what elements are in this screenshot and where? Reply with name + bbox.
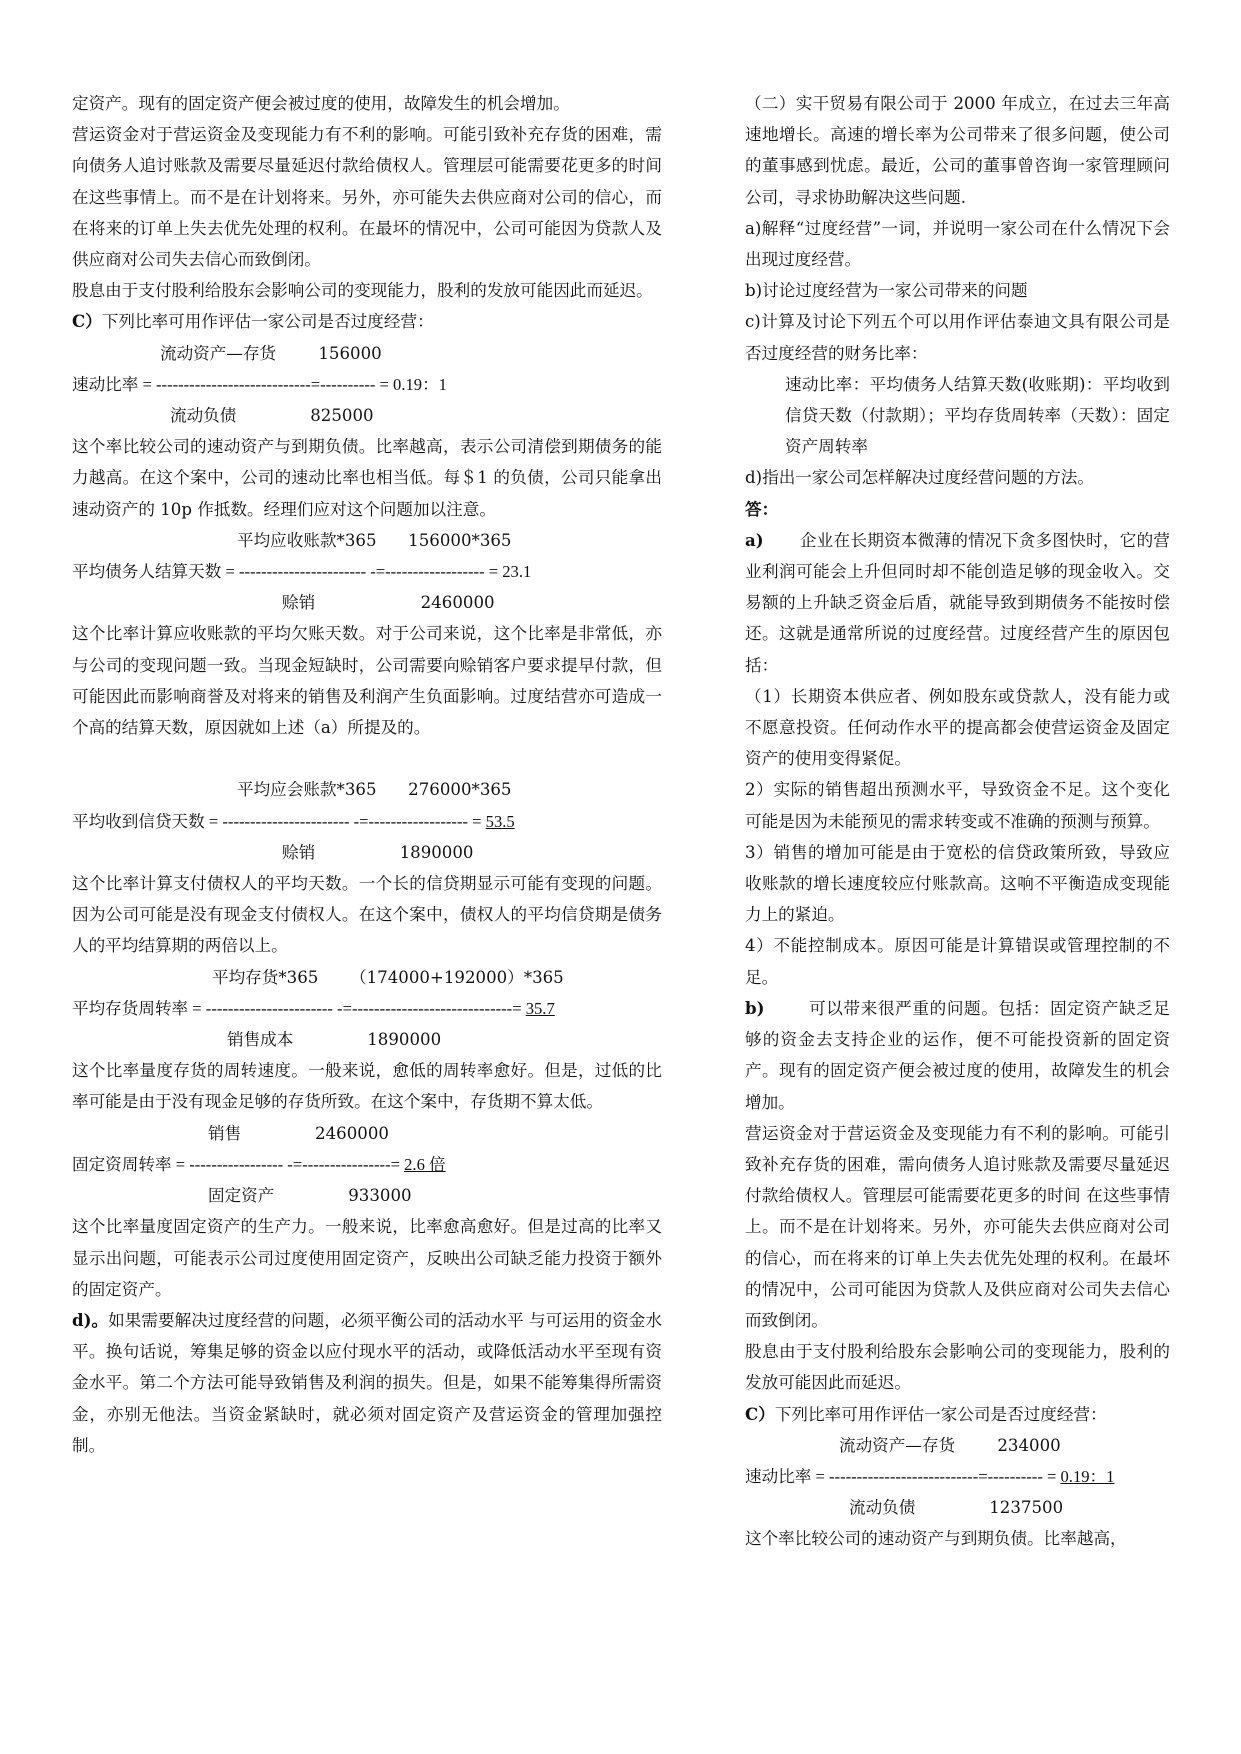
- section-d-paragraph: [72, 1305, 662, 1461]
- paragraph: 定资产。现有的固定资产便会被过度的使用，故障发生的机会增加。: [72, 94, 570, 113]
- question-d: d)指出一家公司怎样解决过度经营问题的方法。: [745, 468, 1094, 488]
- formula-result: 0.19：1: [1060, 1466, 1115, 1486]
- formula-line: 速动比率 = ----------------------------=---------- = 0.19：1: [72, 374, 447, 394]
- answer-a: [745, 525, 1170, 681]
- formula-numerator: 销售 2460000: [208, 1123, 389, 1143]
- formula-denominator: 固定资产 933000: [208, 1186, 412, 1206]
- paragraph: 这个率比较公司的速动资产与到期负债。比率越高，: [745, 1529, 1127, 1549]
- question-intro: （二）实干贸易有限公司于 2000 年成立，在过去三年高速地增长。高速的增长率为公司带来了很多问题，使公司的董事感到忧虑。最近，公司的董事曾咨询一家管理顾问公司，寻求协助解决这些问题.: [745, 94, 1170, 207]
- answer-text: 企业在长期资本微薄的情况下贪多图快时，它的营业利润可能会上升但同时却不能创造足够的现金收入。交易额的上升缺乏资金后盾，就能导致到期债务不能按时偿还。这就是通常所说的过度经营。过度经营产生的原因包括：: [745, 530, 1170, 675]
- paragraph: 营运资金对于营运资金及变现能力有不利的影响。可能引致补充存货的困难，需向债务人追讨账款及需要尽量延迟付款给债权人。管理层可能需要花更多的时间 在这些事情上。而不是在计划将来。另外，亦可能失去供应商对公司的信心，而在将来的订单上失去优先处理的权利。在最坏的情况中，公司可能因为贷款人及供应商对公司失去信心而致倒闭。: [745, 1123, 1170, 1330]
- formula-numerator: 流动资产—存货 156000: [160, 343, 382, 363]
- answer-text: 可以带来很严重的问题。包括：固定资产缺乏足够的资金去支持企业的运作，便不可能投资新的固定资产。现有的固定资产便会被过度的使用，故障发生的机会增加。: [745, 998, 1170, 1112]
- formula-denominator: 赊销 2460000: [282, 593, 495, 613]
- formula-numerator: 平均存货*365 （174000+192000）*365: [212, 967, 564, 987]
- formula-expression: 速动比率 = ---------------------------=---------- =: [745, 1466, 1061, 1486]
- question-c: c)计算及讨论下列五个可以用作评估泰迪文具有限公司是否过度经营的财务比率：: [745, 312, 1170, 363]
- formula-expression: 平均收到信贷天数 = ----------------------- -=------------------ =: [72, 811, 486, 831]
- reason-1: （1）长期资本供应者、例如股东或贷款人，没有能力或不愿意投资。任何动作水平的提高都会使营运资金及固定资产的使用变得紧促。: [745, 686, 1170, 769]
- right-column: [745, 88, 1170, 1555]
- formula-result: 35.7: [525, 998, 555, 1018]
- formula-expression: 固定资周转率 = ----------------- -=----------------=: [72, 1154, 405, 1174]
- paragraph: 这个比率量度固定资产的生产力。一般来说，比率愈高愈好。但是过高的比率又显示出问题，可能表示公司过度使用固定资产，反映出公司缺乏能力投资于额外的固定资产。: [72, 1217, 662, 1299]
- formula-line: [72, 993, 662, 1024]
- formula-denominator: 赊销 1890000: [282, 842, 474, 862]
- formula-numerator: 流动资产—存货 234000: [839, 1435, 1061, 1455]
- reason-2: 2）实际的销售超出预测水平，导致资金不足。这个变化可能是因为未能预见的需求转变或不准确的预测与预算。: [745, 780, 1170, 831]
- formula-denominator: 销售成本 1890000: [227, 1030, 442, 1050]
- formula-creditor-days: [72, 774, 662, 868]
- section-text: 下列比率可用作评估一家公司是否过度经营：: [101, 312, 434, 332]
- section-label: d)。: [72, 1309, 109, 1330]
- formula-quick-ratio: [72, 338, 662, 432]
- answer-b: [745, 993, 1170, 1118]
- formula-line: 平均债务人结算天数 = ----------------------- -=------------------ = 23.1: [72, 562, 532, 582]
- formula-result: 53.5: [485, 811, 515, 831]
- section-label: C）: [745, 1403, 775, 1424]
- paragraph: 股息由于支付股利给股东会影响公司的变现能力，股利的发放可能因此而延迟。: [72, 281, 653, 301]
- paragraph: 这个比率计算应收账款的平均欠账天数。对于公司来说，这个比率是非常低，亦与公司的变现问题一致。当现金短缺时，公司需要向赊销客户要求提早付款，但可能因此而影响商誉及对将来的销售及利润产生负面影响。过度结营亦可造成一个高的结算天数，原因就如上述（a）所提及的。: [72, 624, 662, 738]
- formula-numerator: 平均应会账款*365 276000*365: [237, 780, 512, 800]
- formula-denominator: 流动负债 1237500: [849, 1498, 1064, 1518]
- spacer: [72, 743, 662, 774]
- formula-denominator: 流动负债 825000: [170, 406, 374, 426]
- question-c-list: 速动比率：平均债务人结算天数(收账期)：平均收到信贷天数（付款期）；平均存货周转率（天数）：固定资产周转率: [785, 374, 1170, 457]
- formula-result: 2.6 倍: [404, 1154, 446, 1174]
- formula-debtor-days: [72, 525, 662, 619]
- paragraph: 营运资金对于营运资金及变现能力有不利的影响。可能引致补充存货的困难，需向债务人追讨账款及需要尽量延迟付款给债权人。管理层可能需要花更多的时间 在这些事情上。而不是在计划将来。另外，亦可能失去供应商对公司的信心，而在将来的订单上失去优先处理的权利。在最坏的情况中，公司可能因为贷款人及供应商对公司失去信心而致倒闭。: [72, 125, 662, 270]
- section-c-heading: [745, 1399, 1170, 1430]
- formula-stock-turnover: [72, 962, 662, 1056]
- formula-fixed-asset-turnover: [72, 1118, 662, 1212]
- answer-heading: 答：: [745, 498, 779, 519]
- reason-3: 3）销售的增加可能是由于宽松的信贷政策所致，导致应收账款的增长速度较应付账款高。这响不平衡造成变现能力上的紧迫。: [745, 842, 1170, 925]
- answer-label: a): [745, 529, 764, 550]
- formula-quick-ratio: [745, 1430, 1170, 1524]
- section-c-heading: [72, 306, 662, 337]
- paragraph: 股息由于支付股利给股东会影响公司的变现能力，股利的发放可能因此而延迟。: [745, 1342, 1170, 1393]
- formula-numerator: 平均应收账款*365 156000*365: [237, 530, 512, 550]
- paragraph: 这个率比较公司的速动资产与到期负债。比率越高，表示公司清偿到期债务的能力越高。在这个案中，公司的速动比率也相当低。每＄1 的负债，公司只能拿出速动资产的 10p 作抵数。经理们应对这个问题加以注意。: [72, 437, 662, 519]
- section-label: C）: [72, 311, 102, 332]
- paragraph: 这个比率量度存货的周转速度。一般来说，愈低的周转率愈好。但是，过低的比率可能是由于没有现金足够的存货所致。在这个案中，存货期不算太低。: [72, 1061, 662, 1112]
- formula-line: [72, 1149, 662, 1180]
- formula-expression: 平均存货周转率 = ----------------------- -=-----------------------------=: [72, 998, 526, 1018]
- section-text: 如果需要解决过度经营的问题，必须平衡公司的活动水平 与可运用的资金水平。换句话说，筹集足够的资金以应付现水平的活动，或降低活动水平至现有资金水平。第二个方法可能导致销售及利润的损失。但是，如果不能筹集得所需资金，亦别无他法。当资金紧缺时，就必须对固定资产及营运资金的管理加强控制。: [72, 1310, 662, 1455]
- formula-line: [72, 806, 662, 837]
- question-a: a)解释“过度经营”一词，并说明一家公司在什么情况下会出现过度经营。: [745, 218, 1170, 270]
- left-column: [72, 88, 662, 1461]
- paragraph: 这个比率计算支付债权人的平均天数。一个长的信贷期显示可能有变现的问题。因为公司可能是没有现金支付债权人。在这个案中，债权人的平均信贷期是债务人的平均结算期的两倍以上。: [72, 874, 662, 956]
- question-b: b)讨论过度经营为一家公司带来的问题: [745, 281, 1028, 301]
- reason-4: 4）不能控制成本。原因可能是计算错误或管理控制的不足。: [745, 936, 1170, 987]
- section-text: 下列比率可用作评估一家公司是否过度经营：: [774, 1404, 1107, 1424]
- formula-line: [745, 1461, 1170, 1492]
- answer-label: b): [745, 997, 765, 1018]
